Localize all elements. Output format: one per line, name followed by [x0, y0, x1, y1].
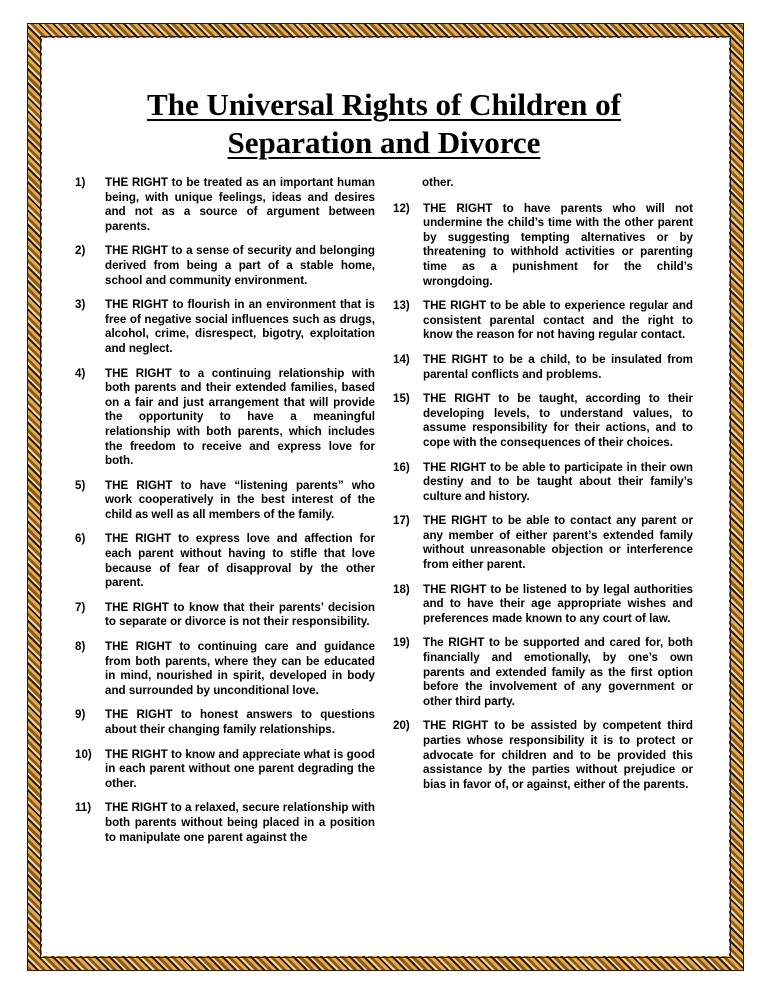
item-text: THE RIGHT to be assisted by competent third parties whose responsibility it is to protect or advocate for children and to be provided this assistance by the parties without prejudice or bias in favor of, or against, either of the parents. [423, 719, 693, 791]
right-item-11 [75, 801, 375, 845]
item-11-continuation: other. [422, 176, 454, 189]
right-item-16 [393, 461, 693, 505]
right-item-19 [393, 636, 693, 709]
right-item-8 [75, 640, 375, 698]
item-number: 15) [393, 392, 410, 406]
item-text: THE RIGHT to be able to participate in their own destiny and to be taught about their family’s culture and history. [423, 460, 693, 503]
right-item-7 [75, 601, 375, 630]
right-item-1 [75, 176, 375, 234]
left-column [75, 176, 375, 855]
right-item-2 [75, 244, 375, 288]
title-line-2: Separation and Divorce [227, 125, 541, 160]
right-item-12 [393, 202, 693, 290]
item-text: THE RIGHT to flourish in an environment that is free of negative social influences such as drugs, alcohol, crime, disrespect, bigotry, exploitation and neglect. [105, 298, 375, 355]
item-number: 20) [393, 719, 410, 733]
item-number: 1) [75, 176, 86, 189]
right-item-4 [75, 367, 375, 469]
item-text: THE RIGHT to honest answers to questions about their changing family relationships. [105, 708, 375, 736]
right-item-20 [393, 719, 693, 792]
item-number: 14) [393, 352, 410, 366]
item-text: THE RIGHT to express love and affection for each parent without having to stifle that love because of fear of disapproval by the other parent. [105, 532, 375, 590]
item-number: 4) [75, 366, 86, 380]
item-number: 7) [75, 600, 86, 614]
item-number: 11) [75, 801, 92, 815]
right-item-9 [75, 708, 375, 737]
title-line-1: The Universal Rights of Children of [147, 87, 621, 122]
item-number: 2) [75, 244, 86, 258]
right-item-3 [75, 298, 375, 356]
item-text: THE RIGHT to a relaxed, secure relationship with both parents without being placed in a position to manipulate one parent against the [105, 801, 375, 844]
item-number: 8) [75, 640, 86, 654]
item-text: THE RIGHT to know and appreciate what is good in each parent without one parent degrading the other. [105, 747, 375, 790]
page-title [60, 86, 708, 162]
item-number: 16) [393, 460, 410, 474]
right-item-5 [75, 479, 375, 523]
item-text: THE RIGHT to be able to experience regular and consistent parental contact and the right to know the reason for not having regular contact. [423, 299, 693, 342]
right-item-14 [393, 353, 693, 382]
item-text: THE RIGHT to be a child, to be insulated from parental conflicts and problems. [423, 352, 693, 381]
item-number: 18) [393, 582, 410, 596]
item-number: 19) [393, 636, 410, 650]
right-item-18 [393, 583, 693, 627]
right-column [393, 176, 693, 802]
right-item-6 [75, 532, 375, 590]
item-number: 9) [75, 708, 86, 722]
item-text: THE RIGHT to know that their parents’ decision to separate or divorce is not their responsibility. [105, 600, 375, 629]
item-number: 17) [393, 514, 410, 528]
right-item-10 [75, 748, 375, 792]
item-text: THE RIGHT to be able to contact any parent or any member of either parent’s extended family without unreasonable objection or interference from either parent. [423, 514, 693, 572]
item-text: THE RIGHT to be treated as an important human being, with unique feelings, ideas and desires and not as a source of argument between parents. [105, 176, 375, 233]
right-item-13 [393, 299, 693, 343]
item-text: THE RIGHT to have parents who will not undermine the child’s time with the other parent by suggesting tempting alternatives or by threatening to withhold activities or parenting time as a punishment for the child’s wrongdoing. [423, 201, 693, 288]
item-text: THE RIGHT to be listened to by legal authorities and to have their age appropriate wishes and preferences made known to any court of law. [423, 582, 693, 625]
item-text: THE RIGHT to a sense of security and belonging derived from being a part of a stable home, school and community environment. [105, 244, 375, 287]
item-number: 3) [75, 298, 86, 312]
item-text: THE RIGHT to a continuing relationship with both parents and their extended families, based on a fair and just arrangement that will provide the opportunity to have a meaningful relationship with both parents, which includes the freedom to receive and express love for both. [105, 366, 375, 468]
item-text: THE RIGHT to continuing care and guidance from both parents, where they can be educated in mind, nourished in spirit, developed in body and surrounded by unconditional love. [105, 640, 375, 697]
right-item-17 [393, 514, 693, 572]
item-number: 6) [75, 532, 86, 546]
item-text: THE RIGHT to have “listening parents” who work cooperatively in the best interest of the child as well as all members of the family. [105, 478, 375, 521]
item-text: The RIGHT to be supported and cared for, both financially and emotionally, by one’s own parents and extended family as the first option before the involvement of any government or other third party. [423, 636, 693, 708]
item-number: 12) [393, 201, 410, 215]
right-item-15 [393, 392, 693, 450]
item-number: 13) [393, 299, 410, 313]
item-number: 5) [75, 478, 86, 492]
item-text: THE RIGHT to be taught, according to their developing levels, to understand values, to assume responsibility for their actions, and to cope with the consequences of their choices. [423, 392, 693, 449]
item-number: 10) [75, 747, 92, 761]
